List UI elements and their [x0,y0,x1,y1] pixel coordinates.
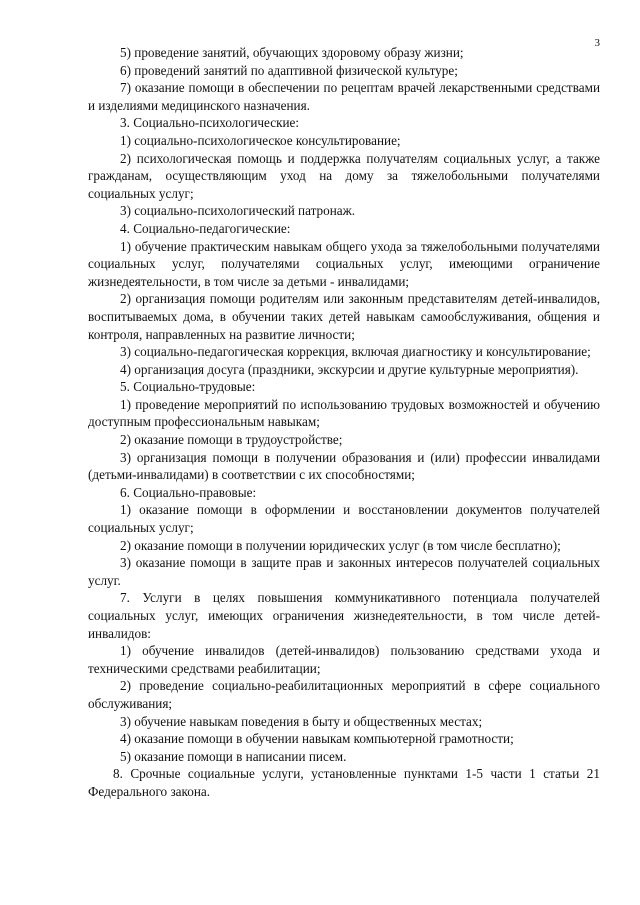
section-heading: 4. Социально-педагогические: [120,220,291,236]
list-item: 3) организация помощи в получении образования и (или) профессии инвалидами (детьми-инвалидами) в соответствии с их способностями; [88,449,600,483]
list-item: 5) оказание помощи в написании писем. [120,748,347,764]
list-item: 2) психологическая помощь и поддержка получателям социальных услуг, а также гражданам, осуществляющим уход на дому за тяжелобольными получателями социальных услуг; [88,150,600,201]
list-item: 3) социально-педагогическая коррекция, включая диагностику и консультирование; [120,344,591,360]
list-item: 1) обучение практическим навыкам общего ухода за тяжелобольными получателями социальных услуг, получателями социальных услуг, имеющими ограничение жизнедеятельности, в том числе за детьми - инвалидами; [88,238,600,289]
list-item: 1) обучение инвалидов (детей-инвалидов) пользованию средствами ухода и техническими средствами реабилитации; [88,643,600,676]
list-item: 7) оказание помощи в обеспечении по рецептам врачей лекарственными средствами и изделиями медицинского назначения. [88,80,600,113]
list-item: 3) оказание помощи в защите прав и законных интересов получателей социальных услуг. [88,555,600,588]
list-item: 2) проведение социально-реабилитационных мероприятий в сфере социального обслуживания; [88,678,600,711]
list-item: 1) проведение мероприятий по использованию трудовых возможностей и обучению доступным профессиональным навыкам; [88,396,600,430]
list-item: 2) организация помощи родителям или законным представителям детей-инвалидов, воспитываемых дома, в обучении таких детей навыкам самообслуживания, общения и контроля, направленных на развитие личности; [88,291,600,342]
section-heading: 3. Социально-психологические: [120,115,300,131]
list-item: 1) оказание помощи в оформлении и восстановлении документов получателей социальных услуг; [88,502,600,536]
list-item: 4) организация досуга (праздники, экскурсии и другие культурные мероприятия). [120,361,579,377]
section-heading: 8. Срочные социальные услуги, установленные пунктами 1-5 части 1 статьи 21 Федерального закона. [88,766,600,799]
document-body [88,44,600,801]
page-number: 3 [594,37,600,49]
list-item: 3) обучение навыкам поведения в быту и общественных местах; [120,713,483,729]
section-heading: 6. Социально-правовые: [120,484,257,500]
list-item: 5) проведение занятий, обучающих здоровому образу жизни; [120,45,464,60]
list-item: 3) социально-психологический патронаж. [120,203,356,219]
list-item: 4) оказание помощи в обучении навыкам компьютерной грамотности; [120,731,514,747]
list-item: 1) социально-психологическое консультирование; [120,132,401,148]
section-heading: 7. Услуги в целях повышения коммуникативного потенциала получателей социальных услуг, имеющих ограничения жизнедеятельности, в том числе детей-инвалидов: [88,590,600,641]
section-heading: 5. Социально-трудовые: [120,379,256,395]
list-item: 6) проведений занятий по адаптивной физической культуре; [120,62,458,78]
list-item: 2) оказание помощи в трудоустройстве; [120,432,343,448]
list-item: 2) оказание помощи в получении юридических услуг (в том числе бесплатно); [120,537,561,553]
